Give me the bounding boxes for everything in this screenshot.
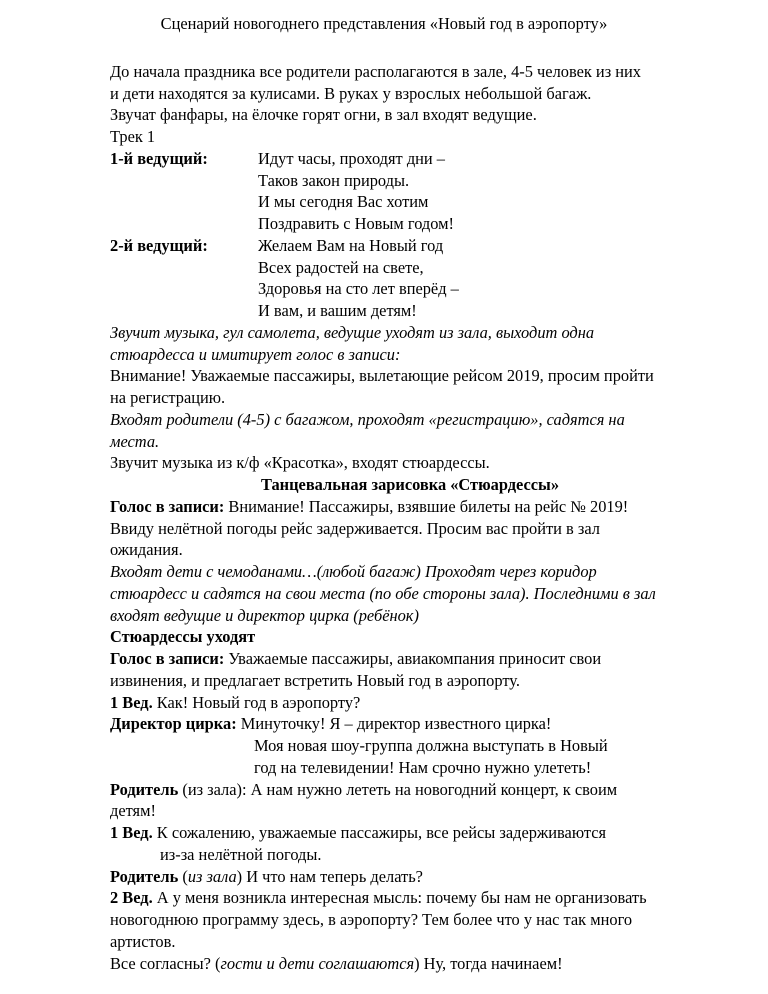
announcement-line-2: на регистрацию. bbox=[110, 388, 226, 407]
voice-2-line-1 bbox=[110, 648, 601, 670]
parent-2-rest: ) И что нам теперь делать? bbox=[236, 867, 423, 886]
final-text-a: Все согласны? ( bbox=[110, 954, 221, 973]
parent-2-open: ( bbox=[178, 867, 188, 886]
final-italic: гости и дети соглашаются bbox=[220, 954, 415, 973]
lead2-verse-4: И вам, и вашим детям! bbox=[258, 301, 417, 320]
stage-direction-3-line-2: стюардесс и садятся на свои места (по обе стороны зала). Последними в зал bbox=[110, 584, 656, 603]
lead1-verse-4: Поздравить с Новым годом! bbox=[258, 214, 454, 233]
ved1-label: 1 Вед. bbox=[110, 693, 153, 712]
parent-label-2: Родитель bbox=[110, 867, 179, 886]
voice-1-line-2: Ввиду нелётной погоды рейс задерживается. Просим вас пройти в зал bbox=[110, 519, 600, 538]
voice-1-line-1 bbox=[110, 496, 628, 518]
director-text-1: Минуточку! Я – директор известного цирка! bbox=[236, 714, 552, 733]
ved2-label: 2 Вед. bbox=[110, 888, 153, 907]
final-text-b: ) Ну, тогда начинаем! bbox=[414, 954, 563, 973]
lead1-label: 1-й ведущий: bbox=[110, 149, 208, 168]
ved2-line-1 bbox=[110, 887, 647, 909]
final-line bbox=[110, 953, 563, 975]
stage-direction-3-line-1: Входят дети с чемоданами…(любой багаж) Проходят через коридор bbox=[110, 562, 597, 581]
parent-1-line-2: детям! bbox=[110, 801, 156, 820]
ved1-line bbox=[110, 692, 360, 714]
voice-1-line-3: ожидания. bbox=[110, 540, 183, 559]
track-label: Трек 1 bbox=[110, 127, 156, 146]
parent-2-italic: из зала bbox=[187, 867, 237, 886]
lead2-verse-1: Желаем Вам на Новый год bbox=[258, 236, 444, 255]
parent-2-line bbox=[110, 866, 423, 888]
director-line-1 bbox=[110, 713, 551, 735]
parent-label: Родитель bbox=[110, 780, 179, 799]
stage-direction-2-line-2: места. bbox=[110, 432, 160, 451]
lead1-verse-2: Таков закон природы. bbox=[258, 171, 410, 190]
stage-direction-1-line-2: стюардесса и имитирует голос в записи: bbox=[110, 345, 401, 364]
dance-heading: Танцевальная зарисовка «Стюардессы» bbox=[260, 475, 560, 494]
ved1b-label: 1 Вед. bbox=[110, 823, 153, 842]
stage-direction-2-line-1: Входят родители (4-5) с багажом, проходят «регистрацию», садятся на bbox=[110, 410, 625, 429]
lead1-verse-3: И мы сегодня Вас хотим bbox=[258, 192, 429, 211]
intro-line-1: До начала праздника все родители располагаются в зале, 4-5 человек из них bbox=[110, 62, 642, 81]
director-label: Директор цирка: bbox=[110, 714, 237, 733]
voice-1-text: Внимание! Пассажиры, взявшие билеты на рейс № 2019! bbox=[224, 497, 629, 516]
ved1b-line-1 bbox=[110, 822, 606, 844]
stage-direction-3-line-3: входят ведущие и директор цирка (ребёнок) bbox=[110, 606, 419, 625]
director-line-3: год на телевидении! Нам срочно нужно улететь! bbox=[254, 758, 592, 777]
ved2-line-2: новогоднюю программу здесь, в аэропорту? Тем более что у нас так много bbox=[110, 910, 633, 929]
music-line: Звучит музыка из к/ф «Красотка», входят стюардессы. bbox=[110, 453, 490, 472]
voice-2-text: Уважаемые пассажиры, авиакомпания приносит свои bbox=[224, 649, 602, 668]
parent-1-line-1 bbox=[110, 779, 617, 801]
voice-label: Голос в записи: bbox=[110, 497, 225, 516]
ved1b-line-2: из-за нелётной погоды. bbox=[160, 845, 322, 864]
lead2-verse-2: Всех радостей на свете, bbox=[258, 258, 424, 277]
ved1b-text: К сожалению, уважаемые пассажиры, все рейсы задерживаются bbox=[152, 823, 607, 842]
stewardesses-leave: Стюардессы уходят bbox=[110, 627, 256, 646]
fanfare-line: Звучат фанфары, на ёлочке горят огни, в зал входят ведущие. bbox=[110, 105, 537, 124]
lead2-label: 2-й ведущий: bbox=[110, 236, 208, 255]
voice-2-line-2: извинения, и предлагает встретить Новый год в аэропорту. bbox=[110, 671, 520, 690]
voice-label-2: Голос в записи: bbox=[110, 649, 225, 668]
ved2-text: А у меня возникла интересная мысль: почему бы нам не организовать bbox=[152, 888, 647, 907]
ved1-text: Как! Новый год в аэропорту? bbox=[152, 693, 361, 712]
lead2-verse-3: Здоровья на сто лет вперёд – bbox=[258, 279, 459, 298]
parent-1-text: (из зала): А нам нужно лететь на новогодний концерт, к своим bbox=[178, 780, 618, 799]
announcement-line-1: Внимание! Уважаемые пассажиры, вылетающие рейсом 2019, просим пройти bbox=[110, 366, 654, 385]
document-title: Сценарий новогоднего представления «Новый год в аэропорту» bbox=[160, 14, 608, 33]
lead1-verse-1: Идут часы, проходят дни – bbox=[258, 149, 445, 168]
ved2-line-3: артистов. bbox=[110, 932, 176, 951]
intro-line-2: и дети находятся за кулисами. В руках у взрослых небольшой багаж. bbox=[110, 84, 592, 103]
director-line-2: Моя новая шоу-группа должна выступать в Новый bbox=[254, 736, 608, 755]
stage-direction-1-line-1: Звучит музыка, гул самолета, ведущие уходят из зала, выходит одна bbox=[110, 323, 595, 342]
